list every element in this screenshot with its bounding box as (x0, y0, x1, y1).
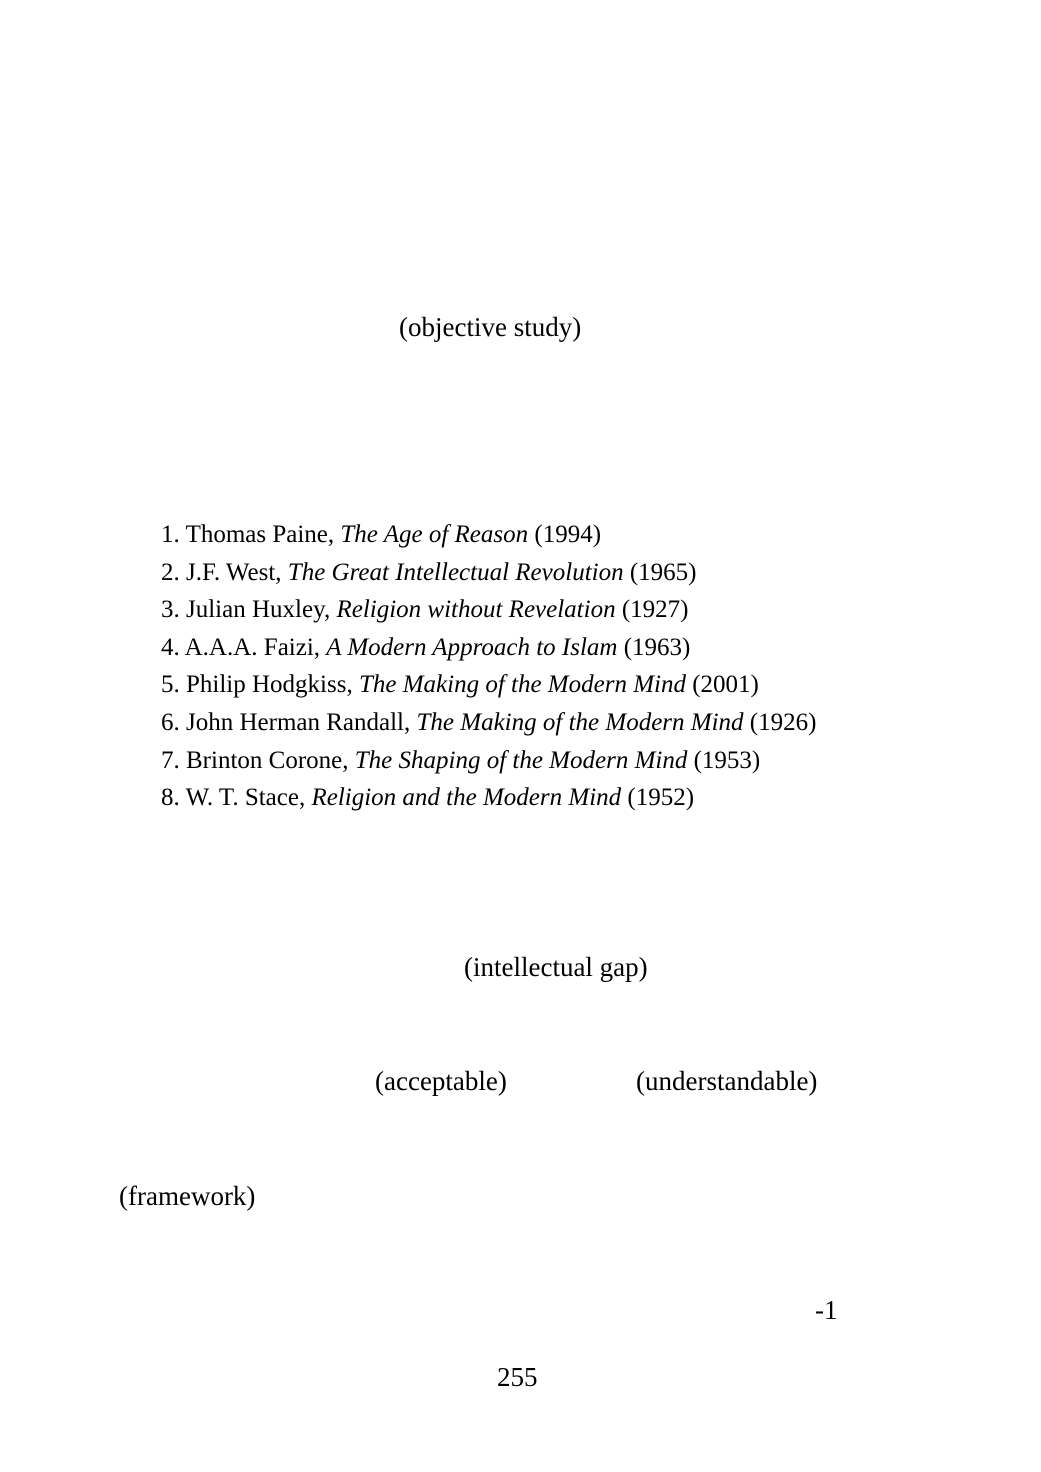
term-understandable: (understandable) (636, 1066, 818, 1096)
reference-author: Julian Huxley, (186, 596, 331, 624)
reference-title: The Making of the Modern Mind (358, 671, 686, 699)
reference-title: Religion without Revelation (336, 596, 616, 624)
reference-title: The Shaping of the Modern Mind (354, 746, 688, 774)
reference-title: A Modern Approach to Islam (326, 633, 618, 661)
reference-item (161, 785, 816, 823)
reference-author: John Herman Randall, (186, 708, 411, 736)
reference-number: 2. (161, 558, 180, 586)
reference-item (161, 635, 816, 673)
reference-author: Philip Hodgkiss, (186, 671, 353, 699)
reference-title: The Making of the Modern Mind (416, 708, 744, 736)
term-objective-study: (objective study) (399, 312, 582, 342)
reference-year: (1952) (627, 784, 695, 812)
term-intellectual-gap: (intellectual gap) (464, 952, 648, 982)
reference-year: (1953) (693, 746, 761, 774)
term-framework: (framework) (119, 1181, 256, 1211)
reference-item (161, 748, 816, 786)
reference-item (161, 710, 816, 748)
term-acceptable: (acceptable) (375, 1066, 507, 1096)
page-number: 255 (497, 1362, 538, 1392)
reference-item (161, 560, 816, 598)
reference-item (161, 672, 816, 710)
reference-author: Brinton Corone, (186, 746, 349, 774)
reference-author: Thomas Paine, (185, 521, 335, 548)
reference-author: W. T. Stace, (185, 784, 306, 812)
footnote-marker: -1 (815, 1295, 838, 1325)
reference-number: 4. (161, 633, 180, 661)
reference-year: (1963) (623, 633, 691, 661)
reference-year: (2001) (692, 671, 759, 699)
reference-number: 8. (161, 784, 180, 812)
reference-number: 5. (161, 671, 180, 699)
reference-year: (1994) (534, 521, 602, 548)
reference-item (161, 522, 816, 560)
reference-number: 6. (161, 708, 180, 736)
reference-item (161, 597, 816, 635)
reference-title: The Great Intellectual Revolution (287, 558, 624, 586)
reference-title: The Age of Reason (340, 521, 529, 548)
reference-year: (1965) (629, 558, 697, 586)
reference-number: 3. (161, 596, 180, 624)
reference-author: A.A.A. Faizi, (184, 633, 321, 661)
reference-list (161, 522, 816, 823)
reference-year: (1926) (749, 708, 817, 736)
reference-year: (1927) (621, 596, 689, 624)
reference-title: Religion and the Modern Mind (311, 784, 622, 812)
reference-author: J.F. West, (186, 558, 282, 586)
reference-number: 1. (161, 521, 180, 548)
reference-number: 7. (161, 746, 180, 774)
